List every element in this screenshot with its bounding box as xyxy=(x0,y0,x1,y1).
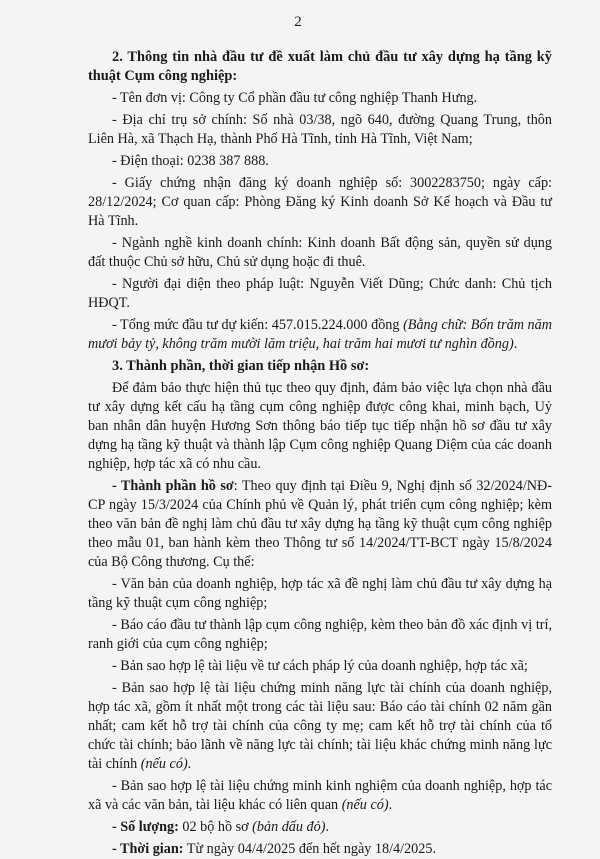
experience-end: . xyxy=(388,797,393,813)
list-item-legal-status: - Bản sao hợp lệ tài liệu về tư cách pháp lý của doanh nghiệp, hợp tác xã; xyxy=(112,658,528,674)
total-investment xyxy=(88,316,552,354)
business-lines: - Ngành nghề kinh doanh chính: Kinh doanh Bất động sản, quyền sử dụng đất thuộc Chủ sở hữu, Chủ sử dụng hoặc đi thuê. xyxy=(88,235,552,270)
legal-representative: - Người đại diện theo pháp luật: Nguyễn Viết Dũng; Chức danh: Chủ tịch HĐQT. xyxy=(88,276,552,311)
business-certificate: - Giấy chứng nhận đăng ký doanh nghiệp số: 3002283750; ngày cấp: 28/12/2024; Cơ quan cấp: Phòng Đăng ký Kinh doanh Sở Kế hoạch và Đầu tư Hà Tĩnh. xyxy=(88,175,552,229)
list-item-request-letter: - Văn bản của doanh nghiệp, hợp tác xã đề nghị làm chủ đầu tư xây dựng hạ tầng kỹ thuật cụm công nghiệp; xyxy=(88,576,552,611)
page-number: 2 xyxy=(294,14,302,30)
unit-name: - Tên đơn vị: Công ty Cổ phần đầu tư công nghiệp Thanh Hưng. xyxy=(112,90,478,106)
financial-capacity-end: . xyxy=(187,756,192,772)
investment-in-words: (Bằng chữ: Bốn trăm năm mươi bảy tỷ, không trăm mười lăm triệu, hai trăm hai mươi tư nghìn đồng) xyxy=(88,317,552,352)
list-item-financial-capacity xyxy=(88,679,552,774)
section-2-heading: 2. Thông tin nhà đầu tư đề xuất làm chủ đầu tư xây dựng hạ tầng kỹ thuật Cụm công nghiệp: xyxy=(88,49,552,84)
components-label: - Thành phần hồ sơ xyxy=(112,478,234,494)
time-label: - Thời gian: xyxy=(112,841,184,857)
section-3-intro: Để đảm bảo thực hiện thủ tục theo quy định, đảm bảo việc lựa chọn nhà đầu tư xây dựng kết cấu hạ tầng cụm công nghiệp được công khai, minh bạch, Uỷ ban nhân dân huyện Hương Sơn thông báo tiếp tục tiếp nhận hồ sơ đầu tư xây dựng hạ tầng kỹ thuật và thành lập Cụm công nghiệp Quang Diệm của các doanh nghiệp, hợp tác xã có nhu cầu. xyxy=(88,380,552,472)
dossier-quantity xyxy=(88,818,552,837)
investment-amount: - Tổng mức đầu tư dự kiến: 457.015.224.000 đồng xyxy=(112,317,404,333)
experience-note: (nếu có) xyxy=(341,797,389,813)
investment-end: . xyxy=(513,336,518,352)
experience-text: - Bản sao hợp lệ tài liệu chứng minh kinh nghiệm của doanh nghiệp, hợp tác xã và các văn bản, tài liệu khác có liên quan xyxy=(88,778,552,813)
phone: - Điện thoại: 0238 387 888. xyxy=(112,153,269,169)
components-text: : Theo quy định tại Điều 9, Nghị định số 32/2024/NĐ-CP ngày 15/3/2024 của Chính phủ về Quản lý, phát triển cụm công nghiệp; kèm theo văn bản đề nghị làm chủ đầu tư xây dựng hạ tầng kỹ thuật cụm công nghiệp theo mẫu 01, ban hành kèm theo Thông tư số 14/2024/TT-BCT ngày 15/8/2024 của Bộ Công thương. Cụ thể: xyxy=(88,478,552,570)
quantity-text: 02 bộ hồ sơ xyxy=(178,819,253,835)
financial-capacity-text: - Bản sao hợp lệ tài liệu chứng minh năng lực tài chính của doanh nghiệp, hợp tác xã, gồm ít nhất một trong các tài liệu sau: Báo cáo tài chính 02 năm gần nhất; cam kết hỗ trợ tài chính của công ty mẹ; cam kết hỗ trợ tài chính của tổ chức tài chính; bảo lãnh về năng lực tài chính; tài liệu khác chứng minh năng lực tài chính xyxy=(88,680,552,772)
dossier-components xyxy=(88,477,552,572)
receiving-time xyxy=(88,840,552,859)
quantity-end: . xyxy=(325,819,329,835)
quantity-label: - Số lượng: xyxy=(112,819,179,835)
list-item-investment-report: - Báo cáo đầu tư thành lập cụm công nghiệp, kèm theo bản đồ xác định vị trí, ranh giới của cụm công nghiệp; xyxy=(88,617,552,652)
address: - Địa chỉ trụ sở chính: Số nhà 03/38, ngõ 640, đường Quang Trung, thôn Liên Hà, xã Thạch Hạ, thành Phố Hà Tĩnh, tỉnh Hà Tĩnh, Việt Nam; xyxy=(88,112,552,147)
time-text: Từ ngày 04/4/2025 đến hết ngày 18/4/2025. xyxy=(183,841,436,857)
section-3-heading: 3. Thành phần, thời gian tiếp nhận Hồ sơ: xyxy=(112,358,370,374)
quantity-note: (bản dấu đỏ) xyxy=(252,819,326,835)
financial-capacity-note: (nếu có) xyxy=(140,756,188,772)
list-item-experience xyxy=(88,777,552,815)
